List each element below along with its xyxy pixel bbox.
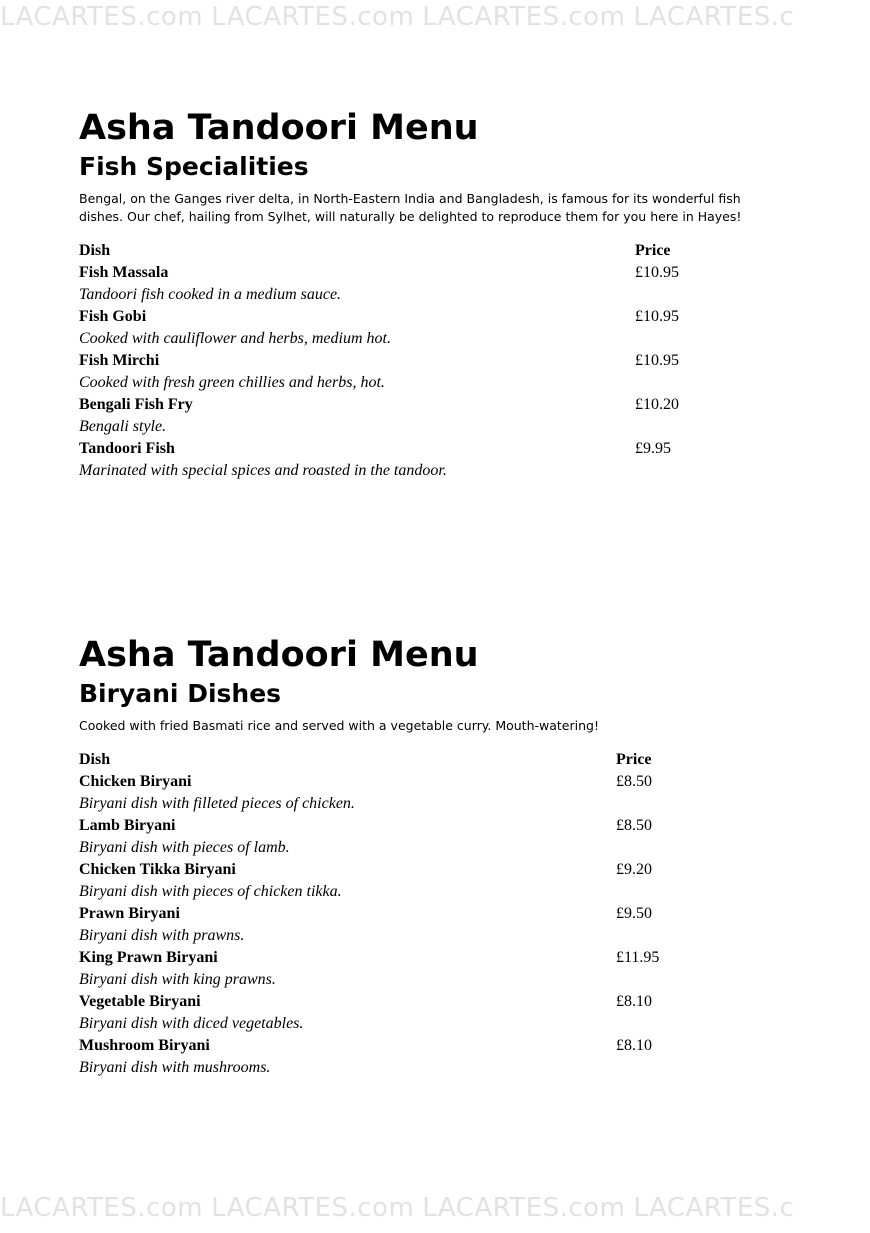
dish-description: Biryani dish with pieces of chicken tikka. [79, 883, 342, 900]
watermark-text: LACARTES.com [0, 2, 204, 32]
watermark-bottom [0, 1193, 870, 1233]
dish-row [79, 438, 679, 460]
dish-name: Chicken Biryani [79, 773, 192, 790]
intro-line: Cooked with fried Basmati rice and served with a vegetable curry. Mouth-watering! [79, 718, 599, 733]
dish-description: Tandoori fish cooked in a medium sauce. [79, 286, 342, 303]
dish-price: £8.10 [616, 1037, 652, 1054]
dish-price: £8.50 [616, 773, 652, 790]
header-price: Price [616, 751, 652, 768]
dish-desc-row [79, 881, 659, 903]
dish-price: £8.50 [616, 817, 652, 834]
watermark-text: LACARTES.com [422, 1193, 626, 1223]
dish-desc-row [79, 1013, 659, 1035]
dish-price: £9.95 [635, 440, 671, 457]
dish-desc-row [79, 969, 659, 991]
dish-desc-row [79, 793, 659, 815]
menu-table [79, 749, 659, 1079]
table-header-row [79, 240, 679, 262]
dish-description: Biryani dish with mushrooms. [79, 1059, 271, 1076]
dish-row [79, 991, 659, 1013]
dish-desc-row [79, 460, 679, 482]
dish-row [79, 394, 679, 416]
dish-row [79, 350, 679, 372]
dish-desc-row [79, 416, 679, 438]
dish-desc-row [79, 1057, 659, 1079]
watermark-text: LACARTES.com [0, 1193, 204, 1223]
menu-table [79, 240, 679, 482]
watermark-text: LACARTES.c [633, 1193, 795, 1223]
dish-row [79, 815, 659, 837]
dish-name: King Prawn Biryani [79, 949, 218, 966]
section-intro [79, 190, 799, 226]
dish-desc-row [79, 328, 679, 350]
section-intro [79, 717, 799, 735]
dish-description: Cooked with fresh green chillies and herbs, hot. [79, 374, 385, 391]
dish-name: Tandoori Fish [79, 440, 175, 457]
section-subtitle: Biryani Dishes [79, 679, 282, 708]
dish-desc-row [79, 372, 679, 394]
dish-description: Biryani dish with diced vegetables. [79, 1015, 304, 1032]
table-header-row [79, 749, 659, 771]
dish-name: Lamb Biryani [79, 817, 176, 834]
dish-row [79, 903, 659, 925]
watermark-top [0, 2, 870, 42]
dish-desc-row [79, 284, 679, 306]
intro-line: dishes. Our chef, hailing from Sylhet, will naturally be delighted to reproduce them for you here in Hayes! [79, 209, 742, 224]
watermark-text: LACARTES.com [422, 2, 626, 32]
dish-name: Mushroom Biryani [79, 1037, 210, 1054]
dish-price: £9.50 [616, 905, 652, 922]
dish-price: £9.20 [616, 861, 652, 878]
dish-name: Fish Massala [79, 264, 169, 281]
dish-name: Fish Gobi [79, 308, 147, 325]
dish-price: £10.95 [635, 308, 679, 325]
dish-name: Prawn Biryani [79, 905, 180, 922]
intro-line: Bengal, on the Ganges river delta, in North-Eastern India and Bangladesh, is famous for its wonderful fish [79, 191, 741, 206]
dish-desc-row [79, 837, 659, 859]
dish-description: Bengali style. [79, 418, 167, 435]
menu-section-fish [79, 106, 799, 482]
dish-price: £10.95 [635, 352, 679, 369]
dish-description: Biryani dish with pieces of lamb. [79, 839, 290, 856]
dish-price: £8.10 [616, 993, 652, 1010]
dish-row [79, 859, 659, 881]
watermark-text: LACARTES.com [211, 1193, 415, 1223]
dish-row [79, 306, 679, 328]
header-price: Price [635, 242, 671, 259]
dish-name: Vegetable Biryani [79, 993, 201, 1010]
dish-description: Marinated with special spices and roasted in the tandoor. [79, 462, 447, 479]
header-dish: Dish [79, 751, 111, 768]
dish-row [79, 771, 659, 793]
dish-name: Chicken Tikka Biryani [79, 861, 236, 878]
dish-row [79, 262, 679, 284]
section-subtitle: Fish Specialities [79, 152, 309, 181]
menu-section-biryani [79, 633, 799, 1079]
menu-title: Asha Tandoori Menu [79, 108, 479, 148]
dish-description: Biryani dish with filleted pieces of chicken. [79, 795, 355, 812]
dish-description: Cooked with cauliflower and herbs, medium hot. [79, 330, 391, 347]
dish-price: £10.20 [635, 396, 679, 413]
watermark-text: LACARTES.c [633, 2, 795, 32]
dish-row [79, 1035, 659, 1057]
dish-price: £10.95 [635, 264, 679, 281]
dish-name: Bengali Fish Fry [79, 396, 193, 413]
dish-desc-row [79, 925, 659, 947]
dish-price: £11.95 [616, 949, 660, 966]
dish-description: Biryani dish with king prawns. [79, 971, 276, 988]
dish-name: Fish Mirchi [79, 352, 160, 369]
header-dish: Dish [79, 242, 111, 259]
dish-row [79, 947, 659, 969]
watermark-text: LACARTES.com [211, 2, 415, 32]
dish-description: Biryani dish with prawns. [79, 927, 245, 944]
menu-title: Asha Tandoori Menu [79, 635, 479, 675]
